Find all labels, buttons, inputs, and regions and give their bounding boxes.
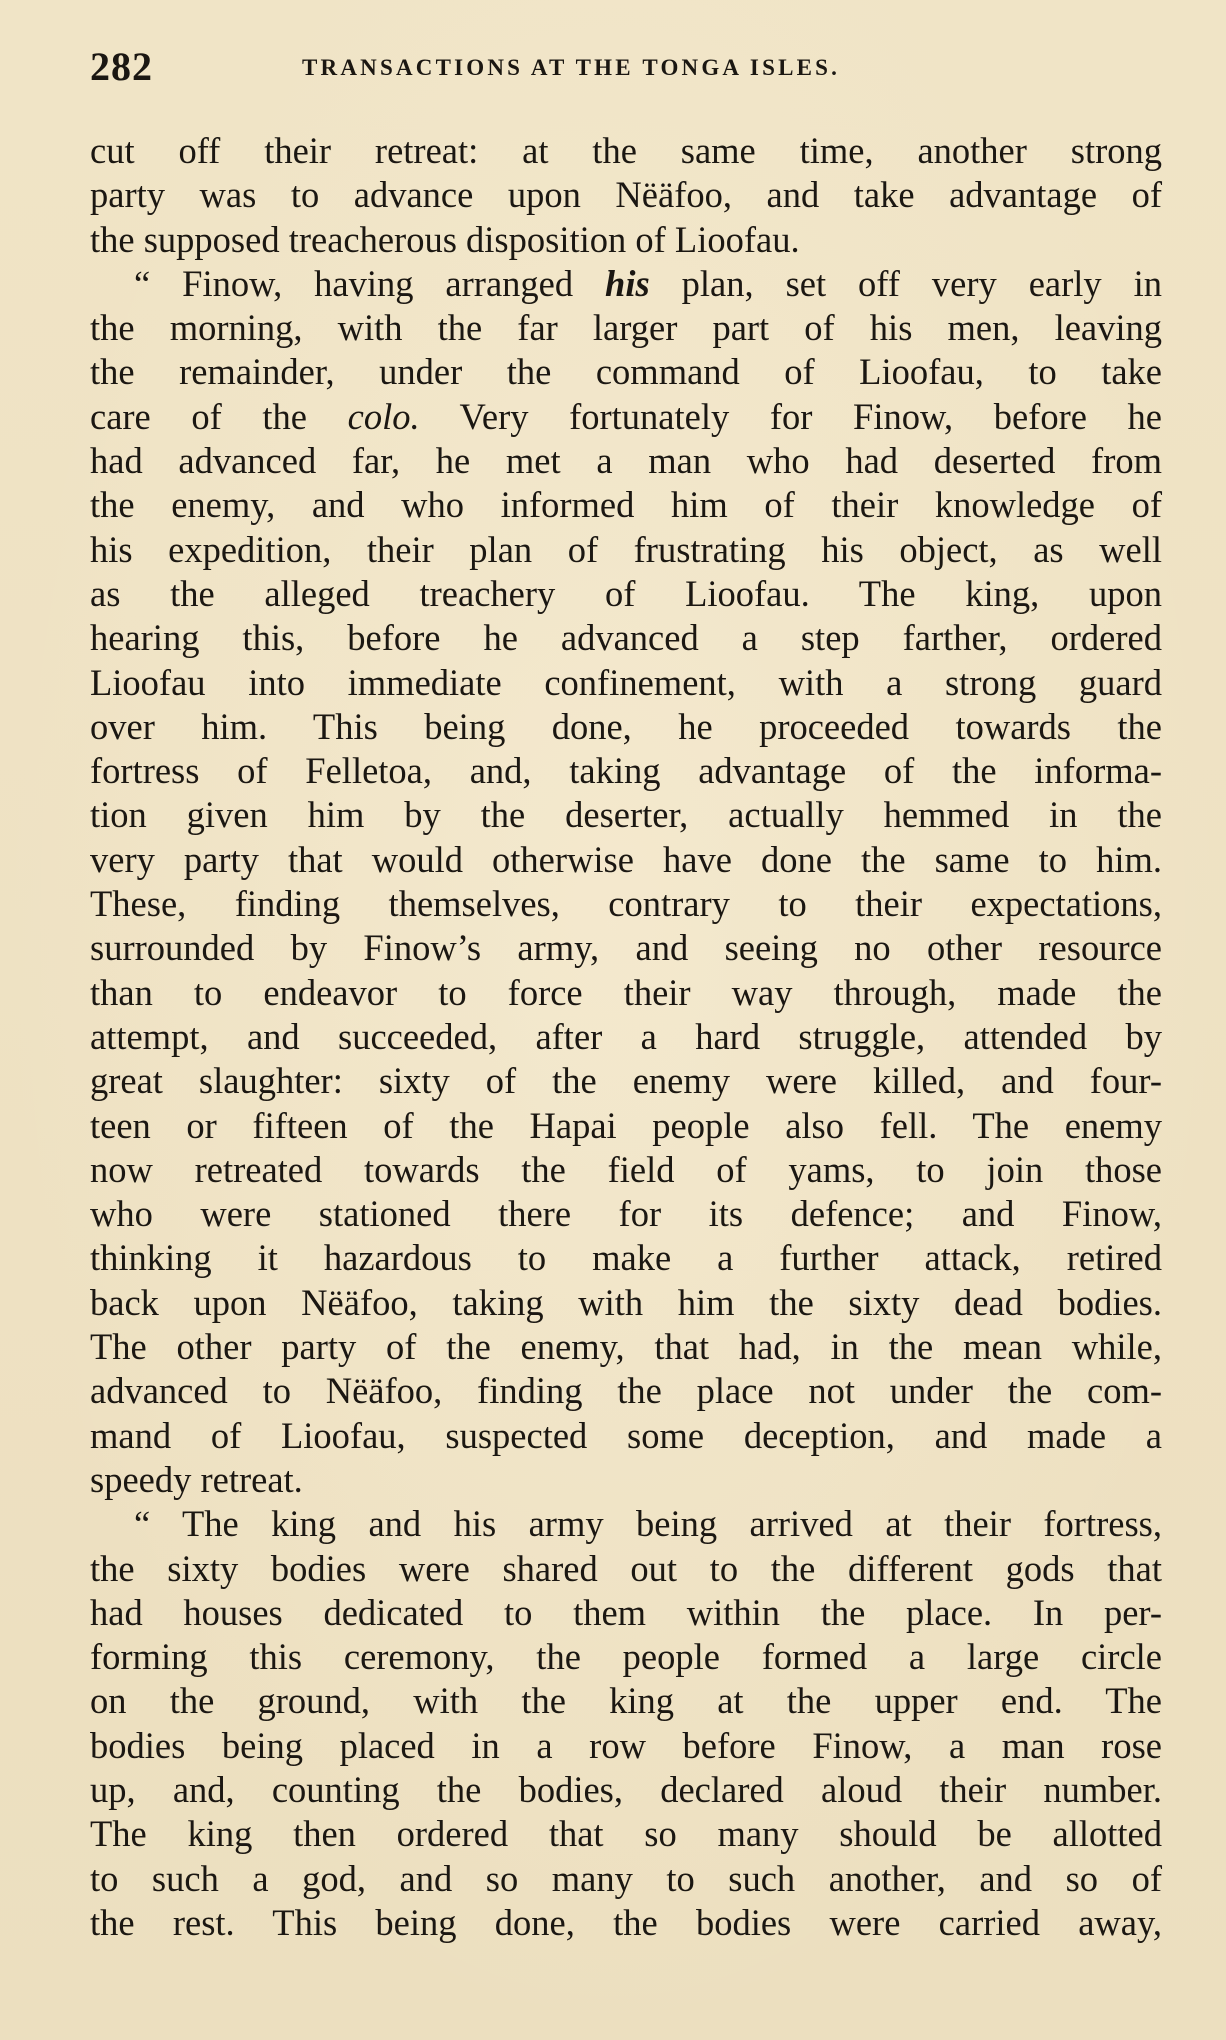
text-run: advanced to Nëäfoo, finding the place not under the com- xyxy=(90,1370,1162,1412)
text-run: care of the xyxy=(90,395,348,437)
text-run: “ Finow, having arranged xyxy=(134,262,606,304)
text-run: great slaughter: sixty of the enemy were killed, and four- xyxy=(90,1060,1162,1102)
text-line xyxy=(90,1547,1162,1591)
text-line xyxy=(90,1768,1162,1812)
text-run: attempt, and succeeded, after a hard struggle, attended by xyxy=(90,1015,1162,1057)
text-line xyxy=(90,1369,1162,1413)
text-run: to such a god, and so many to such another, and so of xyxy=(90,1857,1162,1899)
text-run: Lioofau into immediate confinement, with a strong guard xyxy=(90,661,1162,703)
text-run: These, finding themselves, contrary to their expectations, xyxy=(90,883,1162,925)
text-line xyxy=(90,1724,1162,1768)
text-line xyxy=(90,173,1162,217)
text-line xyxy=(90,661,1162,705)
text-run: the sixty bodies were shared out to the different gods that xyxy=(90,1547,1162,1589)
text-run: had houses dedicated to them within the place. In per- xyxy=(90,1591,1162,1633)
text-run: the rest. This being done, the bodies were carried away, xyxy=(90,1901,1162,1943)
text-run: had advanced far, he met a man who had deserted from xyxy=(90,440,1162,482)
text-line xyxy=(90,439,1162,483)
text-run: mand of Lioofau, suspected some deception, and made a xyxy=(90,1414,1162,1456)
text-run: hearing this, before he advanced a step farther, ordered xyxy=(90,617,1162,659)
text-line xyxy=(90,705,1162,749)
text-run: tion given him by the deserter, actually hemmed in the xyxy=(90,794,1162,836)
text-line xyxy=(90,395,1162,439)
emphasized-word: his xyxy=(605,262,650,304)
text-line xyxy=(90,1635,1162,1679)
text-line xyxy=(90,1591,1162,1635)
text-run: back upon Nëäfoo, taking with him the sixty dead bodies. xyxy=(90,1281,1162,1323)
text-line xyxy=(90,218,1162,262)
text-run: The other party of the enemy, that had, in the mean while, xyxy=(90,1326,1162,1368)
text-run: up, and, counting the bodies, declared aloud their number. xyxy=(90,1768,1162,1810)
text-run: surrounded by Finow’s army, and seeing no other resource xyxy=(90,927,1162,969)
page-number: 282 xyxy=(90,44,153,89)
running-head xyxy=(90,42,1164,92)
text-run: Very fortunately for Finow, before he xyxy=(419,395,1162,437)
text-line xyxy=(90,882,1162,926)
text-run: the enemy, and who informed him of their knowledge of xyxy=(90,484,1162,526)
text-run: the supposed treacherous disposition of Lioofau. xyxy=(90,218,800,260)
text-line xyxy=(90,926,1162,970)
text-line xyxy=(90,1236,1162,1280)
text-run: the remainder, under the command of Lioofau, to take xyxy=(90,351,1162,393)
text-run: “ The king and his army being arrived at their fortress, xyxy=(134,1503,1162,1545)
text-line xyxy=(90,749,1162,793)
text-run: now retreated towards the field of yams, to join those xyxy=(90,1148,1162,1190)
text-run: fortress of Felletoa, and, taking advantage of the informa- xyxy=(90,750,1162,792)
text-line xyxy=(90,1015,1162,1059)
text-run: forming this ceremony, the people formed a large circle xyxy=(90,1636,1162,1678)
text-line xyxy=(90,1281,1162,1325)
text-run: party was to advance upon Nëäfoo, and take advantage of xyxy=(90,174,1162,216)
text-line xyxy=(90,528,1162,572)
text-run: thinking it hazardous to make a further attack, retired xyxy=(90,1237,1162,1279)
running-title: TRANSACTIONS AT THE TONGA ISLES. xyxy=(302,55,841,80)
text-line xyxy=(90,971,1162,1015)
text-run: bodies being placed in a row before Finow, a man rose xyxy=(90,1724,1162,1766)
text-line xyxy=(90,1192,1162,1236)
text-run: over him. This being done, he proceeded towards the xyxy=(90,705,1162,747)
italic-word: colo. xyxy=(347,395,420,437)
text-line xyxy=(90,306,1162,350)
text-line xyxy=(90,1458,1162,1502)
body-text xyxy=(90,129,1162,1945)
text-line xyxy=(90,1857,1162,1901)
text-line xyxy=(90,1148,1162,1192)
text-line xyxy=(90,129,1162,173)
text-run: the morning, with the far larger part of his men, leaving xyxy=(90,307,1162,349)
text-line xyxy=(90,616,1162,660)
text-run: who were stationed there for its defence; and Finow, xyxy=(90,1193,1162,1235)
text-line xyxy=(90,350,1162,394)
text-run: The king then ordered that so many should be allotted xyxy=(90,1813,1162,1855)
text-line xyxy=(90,262,1162,306)
text-line xyxy=(90,1325,1162,1369)
text-line xyxy=(90,838,1162,882)
text-line xyxy=(90,1679,1162,1723)
text-line xyxy=(90,793,1162,837)
text-line xyxy=(90,1812,1162,1856)
text-line xyxy=(90,1901,1162,1945)
text-run: as the alleged treachery of Lioofau. The king, upon xyxy=(90,572,1162,614)
text-run: teen or fifteen of the Hapai people also fell. The enemy xyxy=(90,1104,1162,1146)
text-line xyxy=(90,1502,1162,1546)
text-line xyxy=(90,572,1162,616)
text-line xyxy=(90,1104,1162,1148)
text-run: on the ground, with the king at the upper end. The xyxy=(90,1680,1162,1722)
text-line xyxy=(90,1414,1162,1458)
text-run: cut off their retreat: at the same time, another strong xyxy=(90,130,1162,171)
text-line xyxy=(90,483,1162,527)
text-line xyxy=(90,1059,1162,1103)
text-run: speedy retreat. xyxy=(90,1458,303,1500)
text-run: than to endeavor to force their way through, made the xyxy=(90,971,1162,1013)
text-run: very party that would otherwise have done the same to him. xyxy=(90,838,1162,880)
text-run: plan, set off very early in xyxy=(649,262,1162,304)
text-run: his expedition, their plan of frustrating his object, as well xyxy=(90,528,1162,570)
